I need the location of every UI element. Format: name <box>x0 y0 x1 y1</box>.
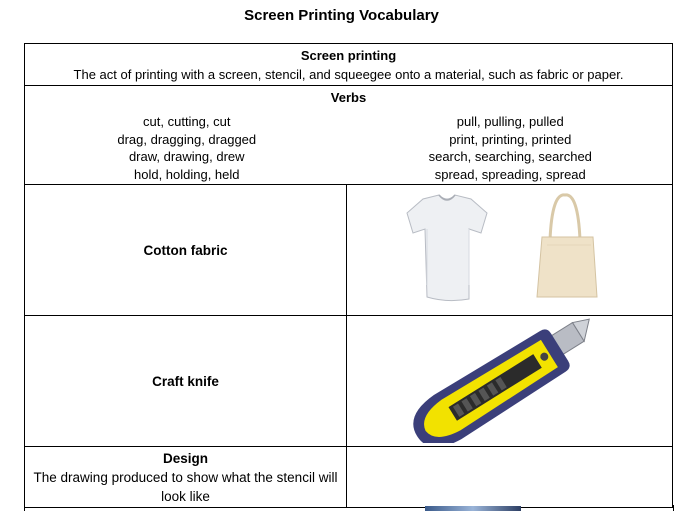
craft-knife-row <box>25 316 673 447</box>
verbs-row <box>25 86 673 185</box>
cotton-fabric-row <box>25 185 673 316</box>
screen-printing-cell <box>25 44 673 86</box>
tshirt-image <box>407 195 487 301</box>
design-term: Design <box>162 450 208 466</box>
verb-item: search, searching, searched <box>428 149 592 164</box>
verb-item: spread, spreading, spread <box>434 166 586 182</box>
screen-printing-term: Screen printing <box>300 47 397 63</box>
verbs-cell <box>25 86 673 185</box>
verb-item: pull, pulling, pulled <box>456 114 564 129</box>
yellow-utility-knife-photo <box>347 316 673 443</box>
document-title: Screen Printing Vocabulary <box>244 7 439 24</box>
vocabulary-table <box>24 43 673 508</box>
design-definition: The drawing produced to show what the stencil will look like <box>33 469 338 504</box>
design-row <box>25 447 673 508</box>
cotton-fabric-image-cell <box>347 185 673 316</box>
partial-photo <box>425 506 521 511</box>
tshirt-and-tote-bag-photo <box>347 185 673 312</box>
verb-item: drag, dragging, dragged <box>117 131 257 147</box>
verbs-heading: Verbs <box>330 90 367 105</box>
verb-item: print, printing, printed <box>449 131 572 147</box>
verbs-left-column <box>25 113 349 183</box>
craft-knife-term: Craft knife <box>25 316 347 447</box>
screen-printing-definition: The act of printing with a screen, stencil, and squeegee onto a material, such as fabric or paper. <box>73 66 624 82</box>
verbs-right-column <box>349 113 673 183</box>
screen-printing-row <box>25 44 673 86</box>
verb-item: draw, drawing, drew <box>128 149 245 164</box>
craft-knife-image-cell <box>347 316 673 447</box>
design-cell <box>25 447 347 508</box>
cotton-fabric-term: Cotton fabric <box>25 185 347 316</box>
design-image-cell <box>347 447 673 508</box>
verb-item: hold, holding, held <box>133 166 240 182</box>
verb-item: cut, cutting, cut <box>143 114 231 129</box>
tote-bag-image <box>537 195 597 297</box>
next-row-partial <box>24 505 674 511</box>
